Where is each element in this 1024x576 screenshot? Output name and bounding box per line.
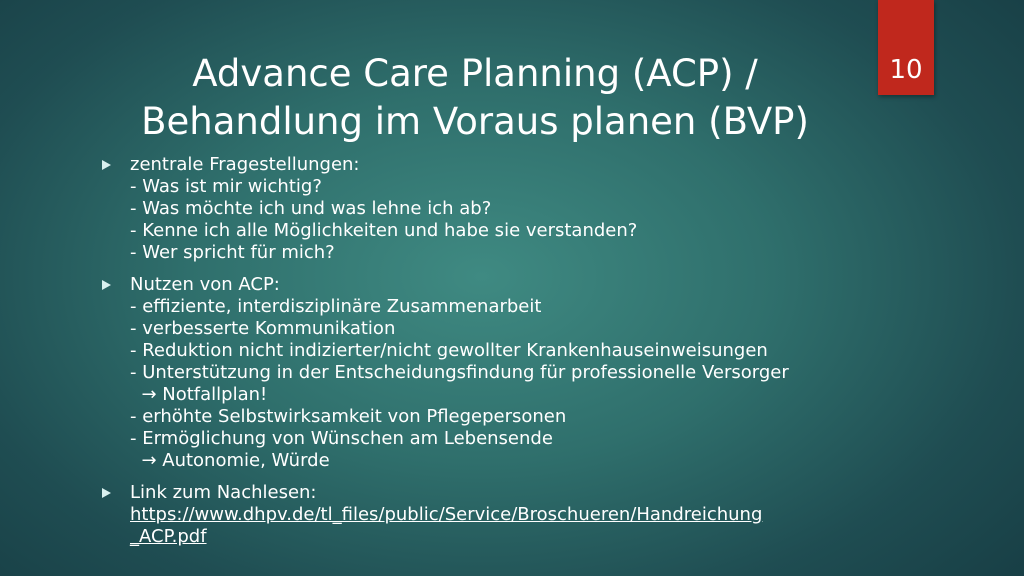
bullet-text: - Kenne ich alle Möglichkeiten und habe sie verstanden?: [130, 220, 638, 241]
bullet-text: - effiziente, interdisziplinäre Zusammenarbeit: [130, 296, 542, 317]
triangle-bullet-icon: [102, 160, 111, 170]
slide-number: 10: [889, 55, 923, 85]
bullet-text: - Was möchte ich und was lehne ich ab?: [130, 198, 492, 219]
right-arrow-icon: →: [130, 384, 157, 405]
bullet-text: Autonomie, Würde: [156, 450, 330, 471]
triangle-bullet-icon: [102, 280, 111, 290]
bullet-text: - erhöhte Selbstwirksamkeit von Pflegepersonen: [130, 406, 567, 427]
bullet-text: - Wer spricht für mich?: [130, 242, 335, 263]
link-label: Link zum Nachlesen:: [130, 482, 317, 503]
arrow-line: [130, 450, 860, 472]
bullet-text: zentrale Fragestellungen:: [130, 154, 360, 175]
bullet-text: - Unterstützung in der Entscheidungsfindung für professionelle Versorger: [130, 362, 789, 383]
bullet-text: Nutzen von ACP:: [130, 274, 280, 295]
bullet-item-questions: [100, 154, 860, 264]
bullet-item-benefits: [100, 274, 860, 472]
reference-link-line-1[interactable]: https://www.dhpv.de/tl_files/public/Service/Broschueren/Handreichung: [130, 504, 763, 525]
arrow-line: [130, 384, 860, 406]
slide-title-line-1: Advance Care Planning (ACP) /: [192, 52, 758, 95]
reference-link-continued[interactable]: [130, 526, 860, 548]
bullet-item-link: [100, 482, 860, 548]
slide-title: [90, 50, 860, 146]
slide-title-line-2: Behandlung im Voraus planen (BVP): [141, 100, 809, 143]
slide-content: [100, 154, 860, 558]
slide-number-badge: [878, 0, 934, 95]
bullet-text: - Was ist mir wichtig?: [130, 176, 322, 197]
triangle-bullet-icon: [102, 488, 111, 498]
bullet-text: Notfallplan!: [156, 384, 268, 405]
bullet-text: - Reduktion nicht indizierter/nicht gewollter Krankenhauseinweisungen: [130, 340, 768, 361]
reference-link[interactable]: [130, 504, 860, 526]
bullet-text: - verbesserte Kommunikation: [130, 318, 396, 339]
reference-link-line-2[interactable]: _ACP.pdf: [130, 526, 207, 547]
right-arrow-icon: →: [130, 450, 157, 471]
bullet-text: - Ermöglichung von Wünschen am Lebensende: [130, 428, 553, 449]
